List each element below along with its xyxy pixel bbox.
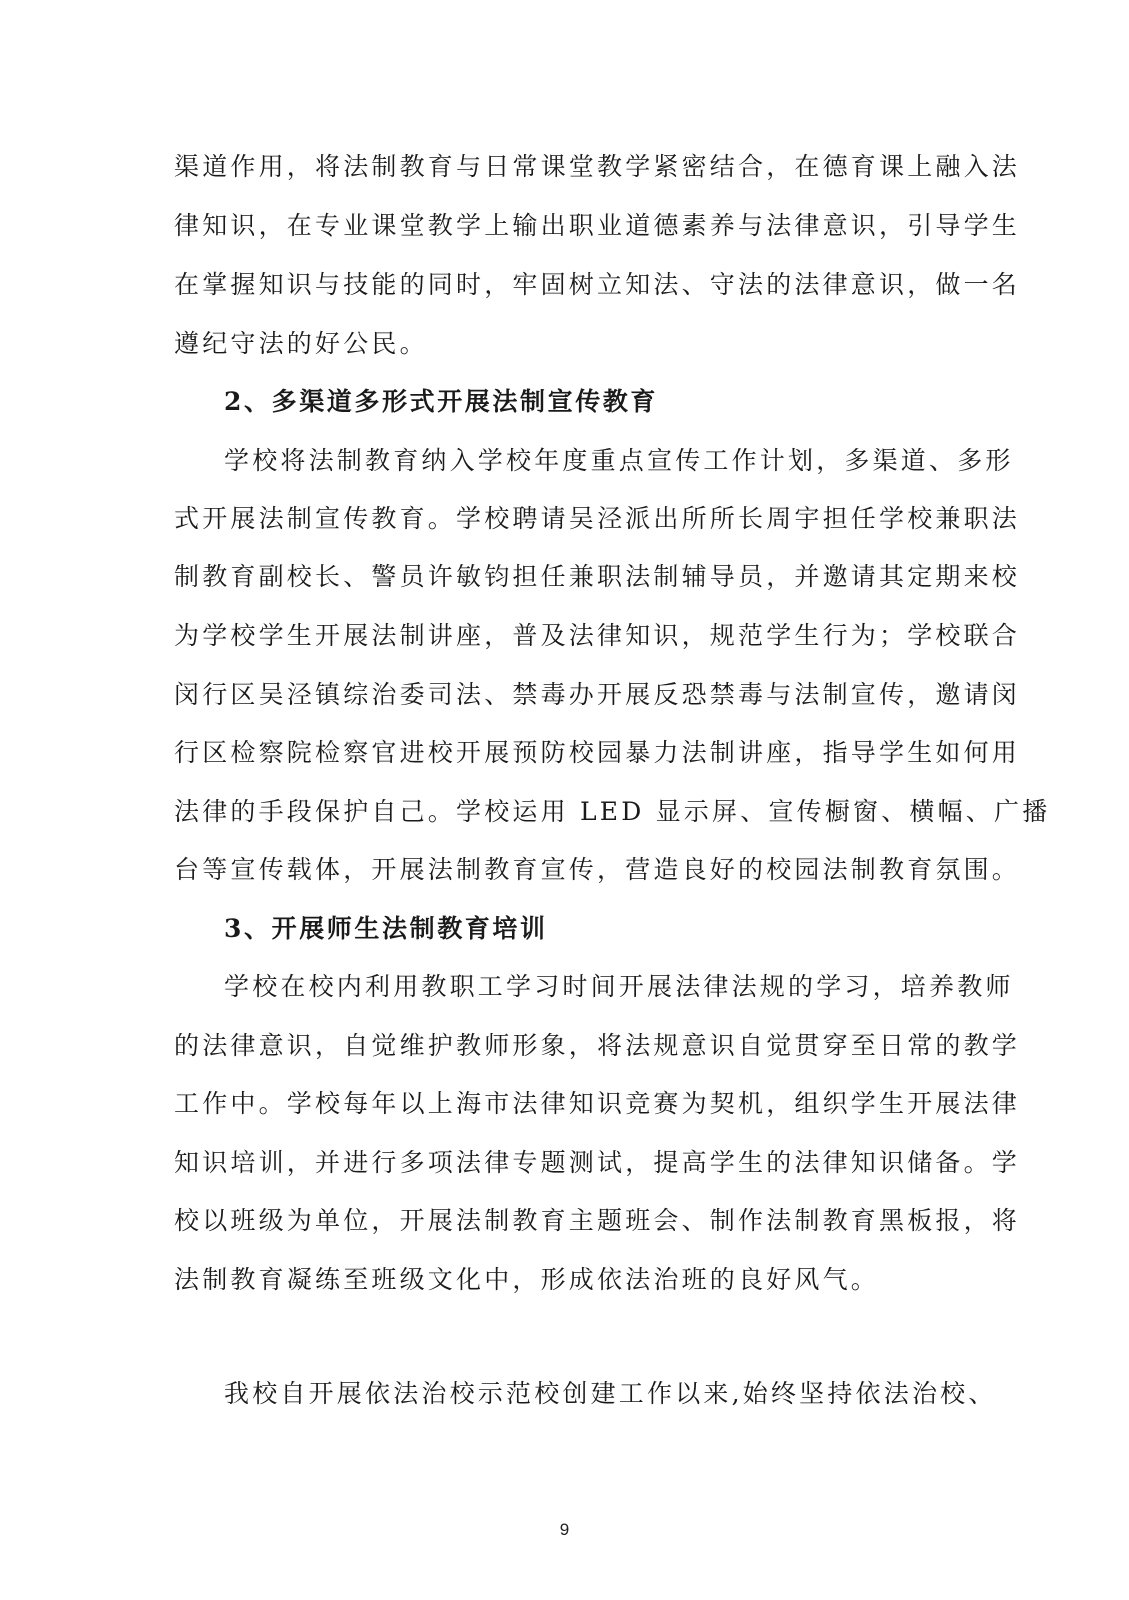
text-line: 学校在校内利用教职工学习时间开展法律法规的学习，培养教师 (224, 972, 1014, 1001)
text-line: 闵行区吴泾镇综治委司法、禁毒办开展反恐禁毒与法制宣传，邀请闵 (174, 680, 1021, 709)
text-line: 为学校学生开展法制讲座，普及法律知识，规范学生行为；学校联合 (174, 621, 1021, 650)
section-heading-3: 3、开展师生法制教育培训 (224, 914, 548, 943)
section-heading-2: 2、多渠道多形式开展法制宣传教育 (224, 387, 658, 416)
text-line: 校以班级为单位，开展法制教育主题班会、制作法制教育黑板报，将 (174, 1206, 1021, 1235)
text-line: 的法律意识，自觉维护教师形象，将法规意识自觉贯穿至日常的教学 (174, 1031, 1021, 1060)
text-line: 制教育副校长、警员许敏钧担任兼职法制辅导员，并邀请其定期来校 (174, 562, 1021, 591)
text-line: 学校将法制教育纳入学校年度重点宣传工作计划，多渠道、多形 (224, 446, 1014, 475)
text-line: 在掌握知识与技能的同时，牢固树立知法、守法的法律意识，做一名 (174, 270, 1021, 299)
text-line: 式开展法制宣传教育。学校聘请吴泾派出所所长周宇担任学校兼职法 (174, 504, 1021, 533)
text-line: 工作中。学校每年以上海市法律知识竞赛为契机，组织学生开展法律 (174, 1089, 1021, 1118)
text-line: 法律的手段保护自己。学校运用 LED 显示屏、宣传橱窗、横幅、广播 (174, 797, 1051, 826)
text-line: 台等宣传载体，开展法制教育宣传，营造良好的校园法制教育氛围。 (174, 855, 1021, 884)
text-line: 律知识，在专业课堂教学上输出职业道德素养与法律意识，引导学生 (174, 211, 1021, 240)
text-line: 渠道作用，将法制教育与日常课堂教学紧密结合，在德育课上融入法 (174, 152, 1021, 181)
text-line: 知识培训，并进行多项法律专题测试，提高学生的法律知识储备。学 (174, 1148, 1021, 1177)
text-line: 遵纪守法的好公民。 (174, 329, 428, 358)
text-line: 法制教育凝练至班级文化中，形成依法治班的良好风气。 (174, 1265, 880, 1294)
text-line: 我校自开展依法治校示范校创建工作以来,始终坚持依法治校、 (224, 1379, 997, 1408)
page-number: 9 (559, 1520, 570, 1539)
text-line: 行区检察院检察官进校开展预防校园暴力法制讲座，指导学生如何用 (174, 738, 1021, 767)
